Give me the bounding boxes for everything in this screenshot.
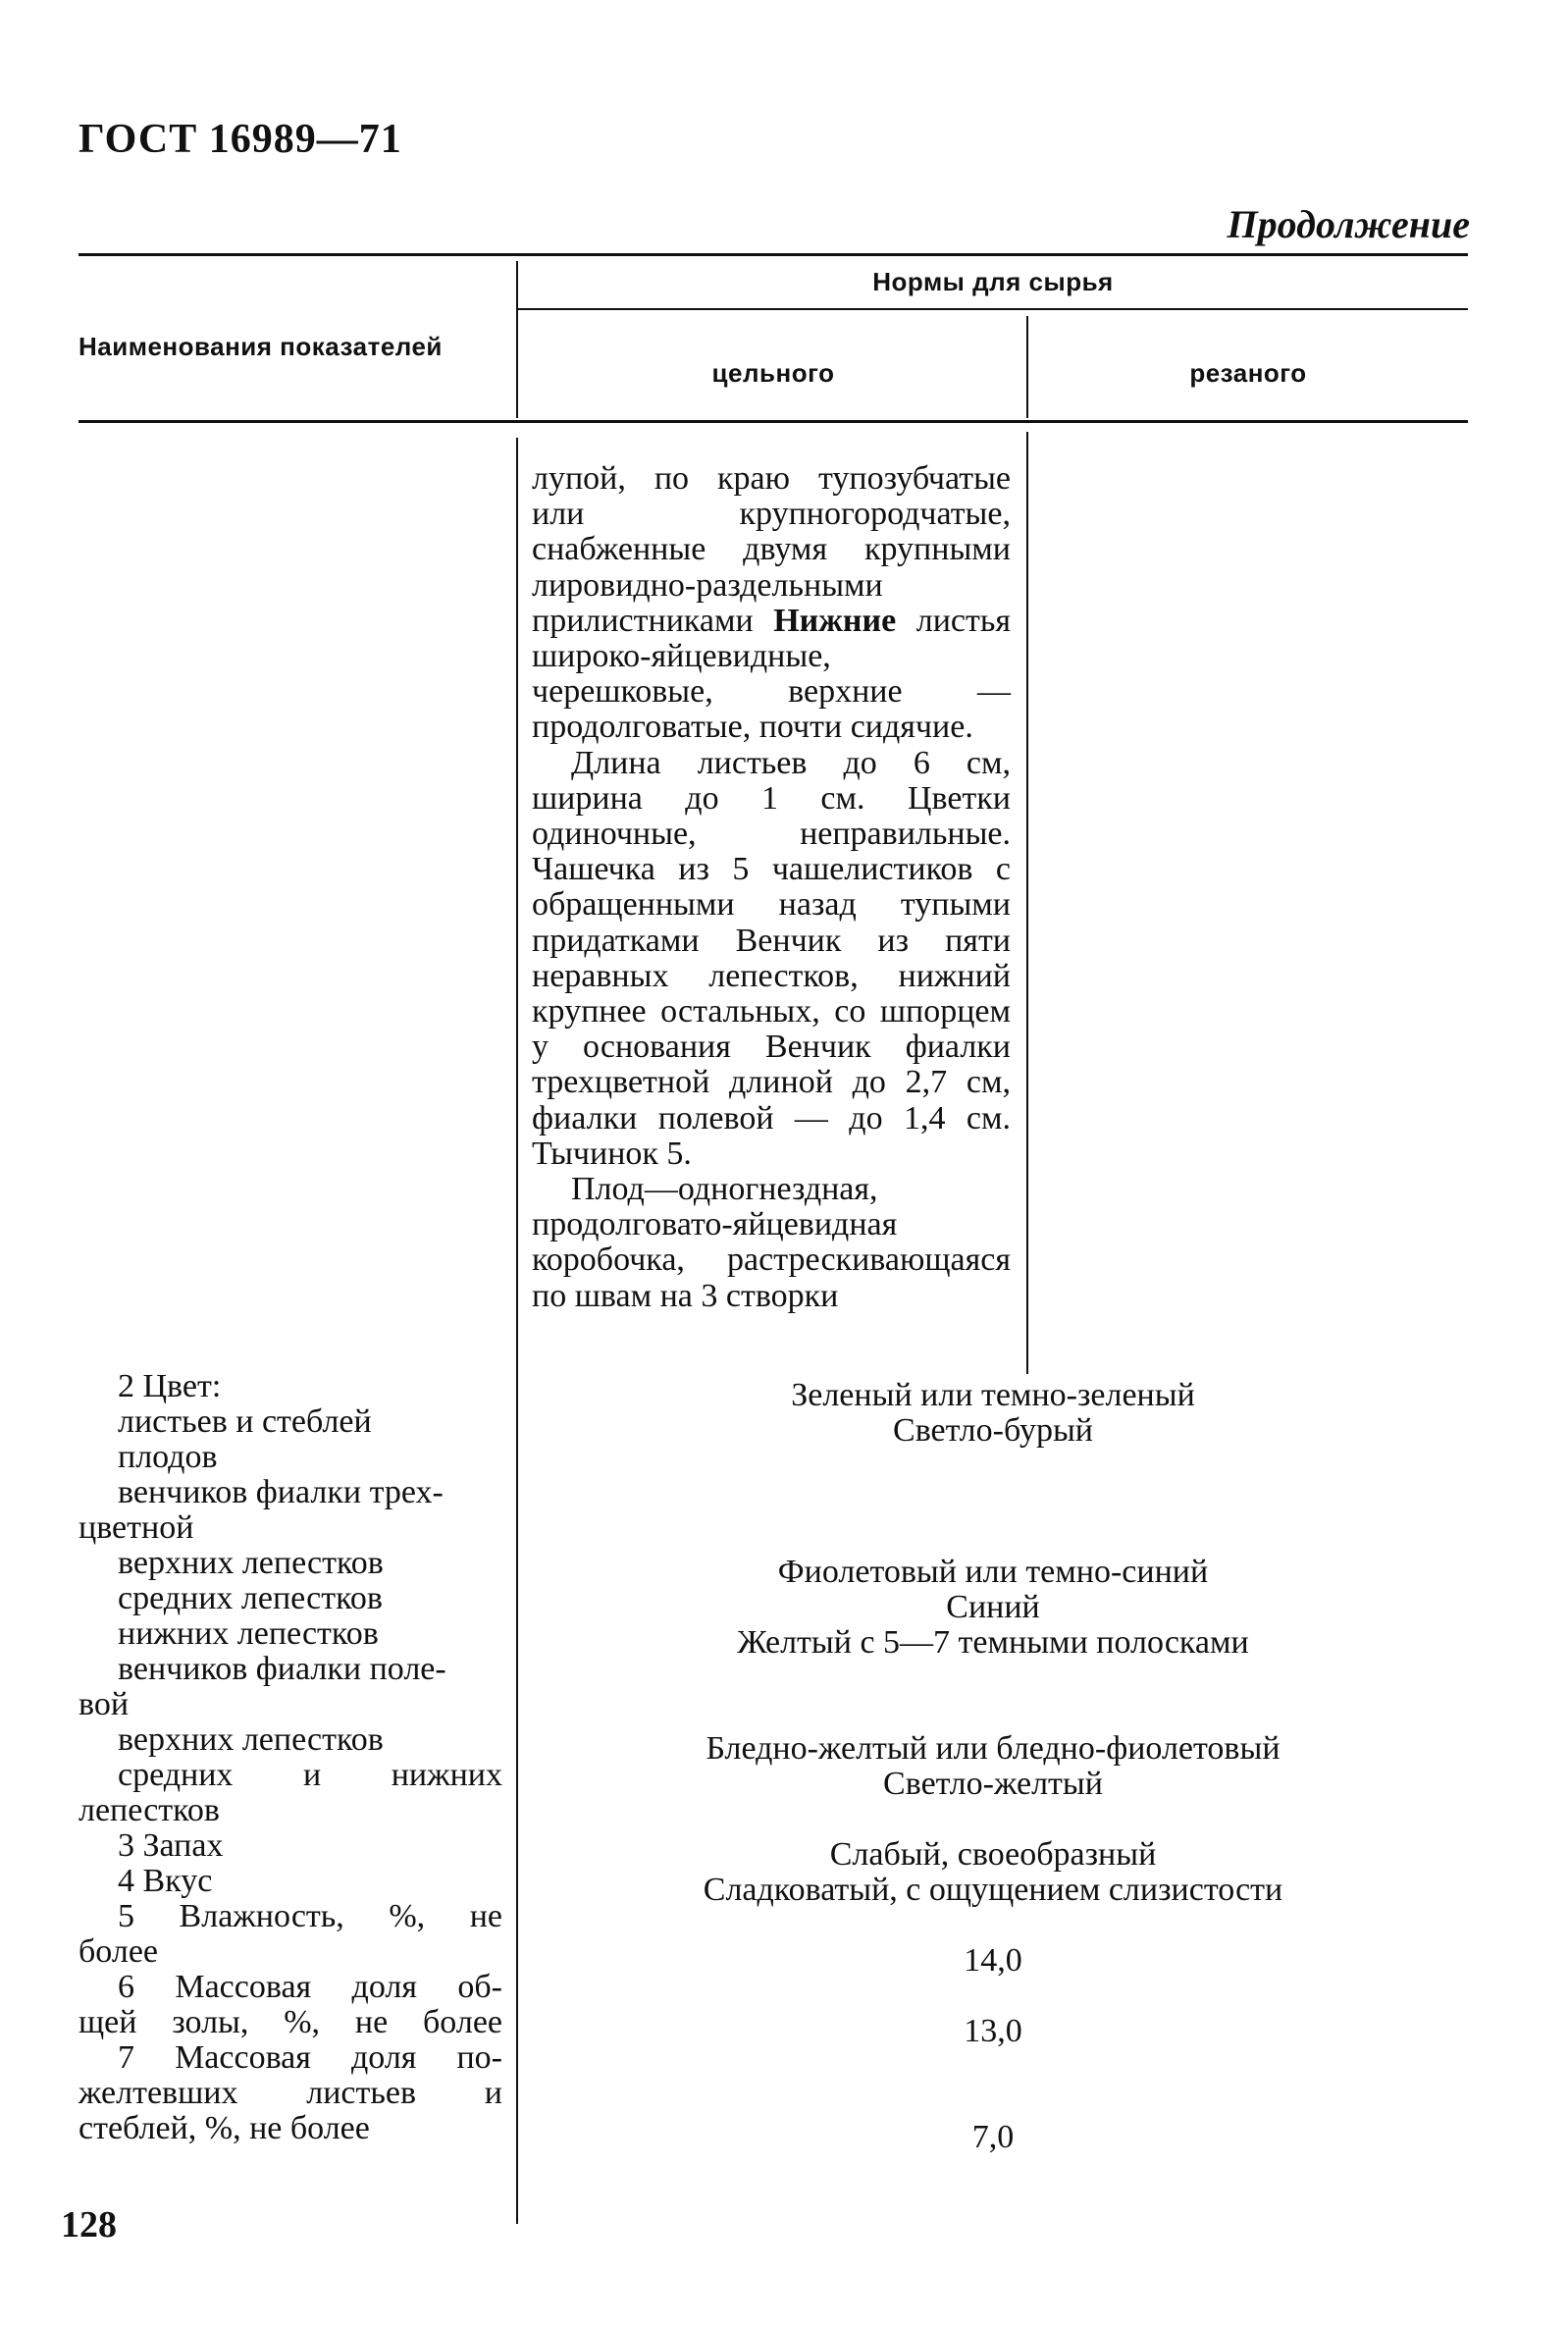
row-yellowed: 7 Массовая доля по- (118, 2039, 502, 2076)
value-tri-middle: Синий (946, 1589, 1040, 1625)
value-smell: Слабый, своеобразный (829, 1836, 1157, 1873)
row-moisture-cont: более (78, 1933, 158, 1970)
row-tri-upper: верхних лепестков (118, 1545, 384, 1581)
row-field-mid-low-cont: лепестков (78, 1792, 220, 1828)
description-p1-emphasis: Нижние (773, 602, 897, 639)
row-color: 2 Цвет: (118, 1368, 222, 1404)
header-norms: Нормы для сырья (872, 267, 1114, 296)
value-leaves-stems: Зеленый или темно-зеленый (791, 1377, 1195, 1413)
header-indicator-names: Наименования показателей (78, 332, 443, 361)
value-moisture: 14,0 (964, 1942, 1022, 1979)
value-taste: Сладковатый, с ощущением слизистости (703, 1872, 1283, 1908)
row-field-mid-low: средних и нижних (118, 1757, 502, 1793)
row-taste: 4 Вкус (118, 1863, 213, 1899)
row-tricolor-corolla: венчиков фиалки трех- (118, 1474, 444, 1510)
page-number: 128 (61, 2204, 117, 2246)
row-tri-lower: нижних лепестков (118, 1615, 379, 1652)
description-p2: Длина листьев до 6 см, ширина до 1 см. Цветки одиночные, неправильные. Чашечка из 5 чашелистиков с обращенными назад тупыми придатками Венчик из пяти неравных лепестков, нижний крупнее остальных, со шпорцем у основания Венчик фиалки трехцветной длиной до 2,7 см, фиалки полевой — до 1,4 см. Тычинок 5. (532, 744, 1011, 1172)
value-field-upper: Бледно-желтый или бледно-фиолетовый (706, 1730, 1281, 1767)
value-tri-lower: Желтый с 5—7 темными полосками (737, 1624, 1249, 1661)
value-ash: 13,0 (964, 2013, 1022, 2049)
description-p3: Плод—одногнездная, продолговато-яйцевидная коробочка, растрескивающаяся по швам на 3 створки (532, 1171, 1011, 1314)
value-yellowed: 7,0 (971, 2119, 1015, 2155)
row-smell: 3 Запах (118, 1827, 224, 1864)
description-p1-end: листья широко-яйцевидные, черешковые, верхние — продолговатые, почти сидячие. (532, 602, 1011, 746)
row-ash: 6 Массовая доля об- (118, 1969, 502, 2005)
row-moisture: 5 Влажность, %, не (118, 1898, 502, 1934)
row-field-corolla: венчиков фиалки поле- (118, 1651, 446, 1687)
value-fruits: Светло-бурый (893, 1412, 1093, 1449)
row-fruits: плодов (118, 1439, 218, 1475)
row-field-corolla-cont: вой (78, 1686, 130, 1722)
body-subcolumn-divider (1026, 432, 1028, 1374)
continuation-label: Продолжение (1227, 202, 1470, 246)
header-whole: цельного (711, 358, 835, 388)
description-text (532, 461, 1011, 1314)
value-tri-upper: Фиолетовый или темно-синий (777, 1554, 1209, 1590)
row-field-upper: верхних лепестков (118, 1721, 384, 1758)
description-p1-start: лупой, по краю тупозубчатые или крупногородчатые, снабженные двумя крупными лировидно-раздельными прилистниками (532, 460, 1011, 639)
table-header-bottom-rule (78, 420, 1468, 423)
norms-underline (518, 308, 1468, 310)
row-yellowed-cont: желтевших листьев и (78, 2075, 502, 2111)
row-yellowed-cont2: стеблей, %, не более (78, 2110, 370, 2146)
document-title: ГОСТ 16989—71 (78, 117, 402, 162)
header-cut: резаного (1189, 358, 1307, 388)
row-tricolor-corolla-cont: цветной (78, 1509, 194, 1546)
table-top-rule (78, 253, 1468, 256)
row-leaves-stems: листьев и стеблей (118, 1403, 372, 1440)
value-field-mid-low: Светло-желтый (883, 1766, 1103, 1802)
row-ash-cont: щей золы, %, не более (78, 2004, 502, 2040)
row-tri-middle: средних лепестков (118, 1580, 383, 1616)
